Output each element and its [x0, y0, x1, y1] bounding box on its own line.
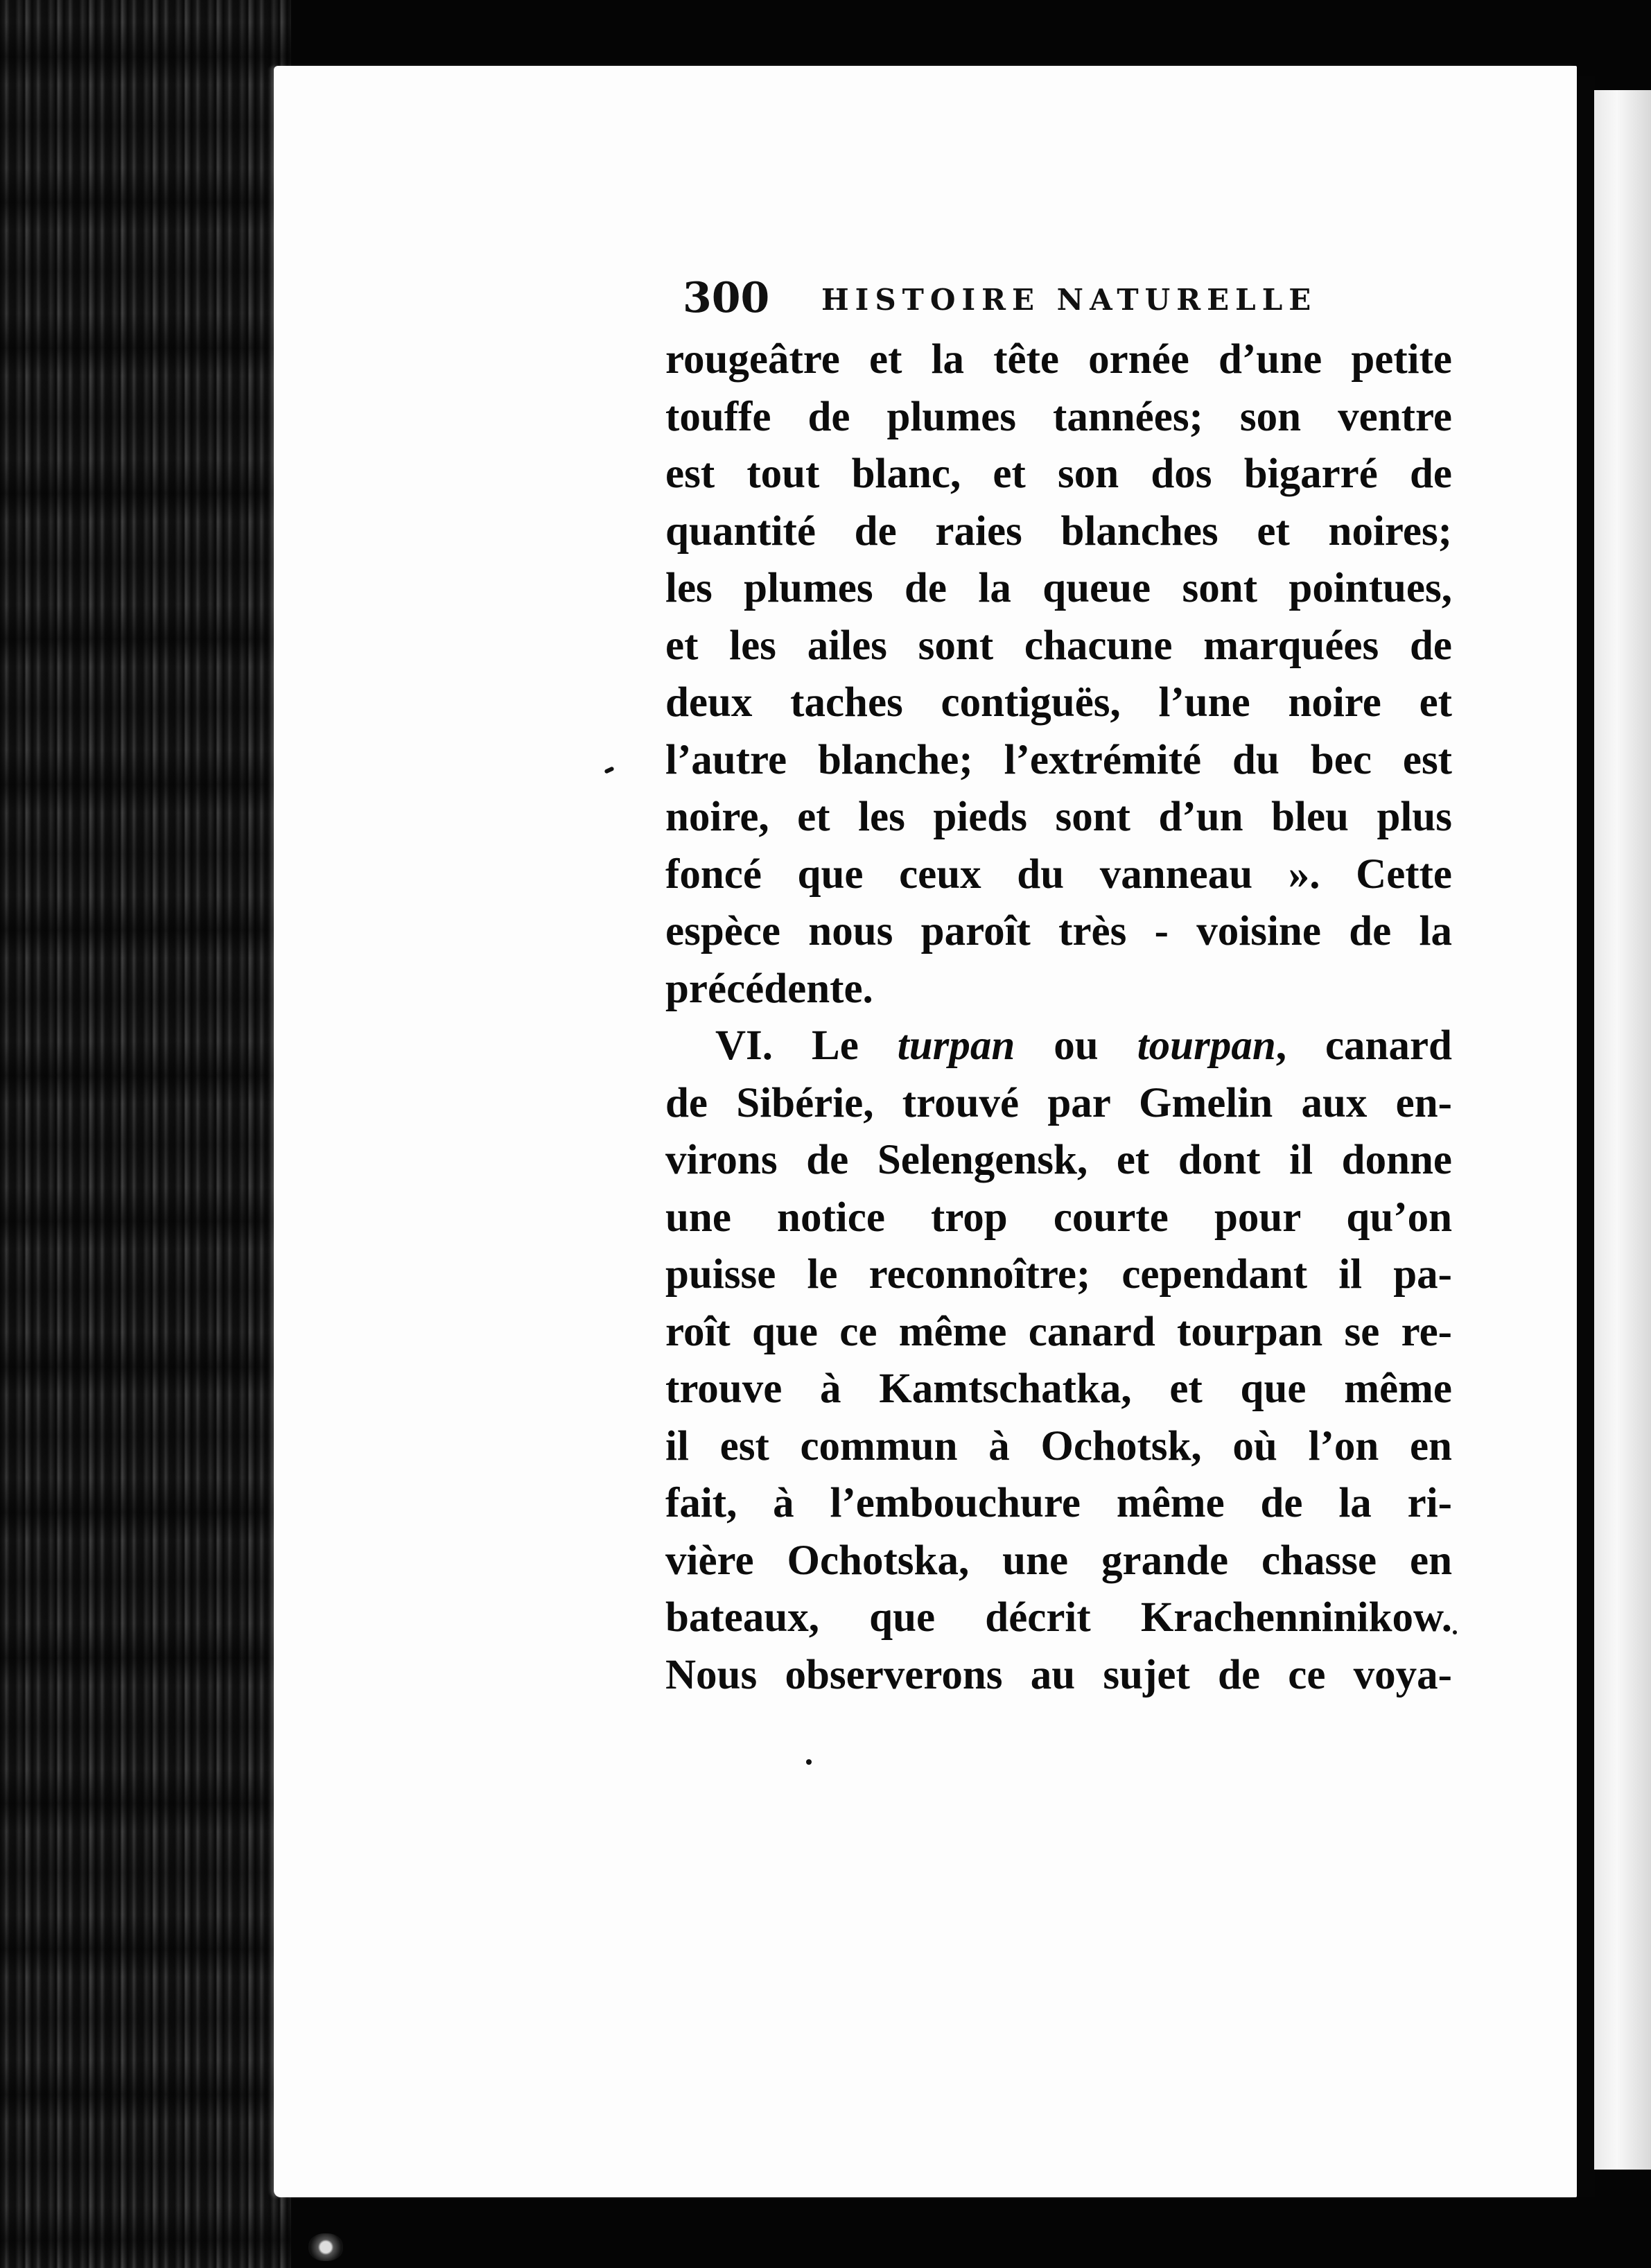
text-line: Nous observerons au sujet de ce voya-: [665, 1651, 1452, 1698]
next-page-edge: [1594, 90, 1651, 2170]
text-line: vière Ochotska, une grande chasse en: [665, 1537, 1452, 1584]
corner-mark: [308, 2233, 343, 2261]
text-line: puisse le reconnoître; cependant il pa-: [665, 1251, 1452, 1298]
text-line: trouve à Kamtschatka, et que même: [665, 1366, 1452, 1412]
text-line: deux taches contiguës, l’une noire et: [665, 679, 1452, 726]
text-line: de Sibérie, trouvé par Gmelin aux en-: [665, 1079, 1452, 1126]
text-line: il est commun à Ochotsk, où l’on en: [665, 1422, 1452, 1469]
ink-speck: [1453, 1630, 1457, 1634]
running-title: HISTOIRE NATURELLE: [821, 283, 1318, 317]
italic-term: tourpan: [1137, 1022, 1276, 1069]
text-line: touffe de plumes tannées; son ventre: [665, 393, 1452, 440]
book-edge-shadow: [0, 0, 291, 2268]
running-head: [683, 270, 1466, 326]
text-line: foncé que ceux du vanneau ». Cette: [665, 850, 1452, 898]
text-line: bateaux, que décrit Krachenninikow.: [665, 1594, 1452, 1641]
text-line: précédente.: [665, 965, 873, 1012]
ink-speck: [806, 1759, 812, 1765]
text-line: est tout blanc, et son dos bigarré de: [665, 451, 1452, 497]
text-line: rougeâtre et la tête ornée d’une petite: [665, 336, 1452, 383]
text-line: quantité de raies blanches et noires;: [665, 507, 1452, 555]
text-line: roît que ce même canard tourpan se re-: [665, 1308, 1452, 1355]
italic-term: turpan: [897, 1022, 1015, 1069]
text-line: l’autre blanche; l’extrémité du bec est: [665, 736, 1452, 783]
text-run: , canard: [1275, 1022, 1452, 1069]
text-line: virons de Selengensk, et dont il donne: [665, 1137, 1452, 1183]
text-line: les plumes de la queue sont pointues,: [665, 565, 1452, 611]
text-line-paragraph-start: [665, 1018, 1452, 1075]
text-line: fait, à l’embouchure même de la ri-: [665, 1480, 1452, 1526]
text-line: noire, et les pieds sont d’un bleu plus: [665, 794, 1452, 840]
text-line: espèce nous paroît très - voisine de la: [665, 908, 1452, 954]
body-text: [665, 331, 1452, 1704]
text-run: ou: [1015, 1022, 1137, 1069]
text-line: et les ailes sont chacune marquées de: [665, 622, 1452, 669]
text-run: VI. Le: [715, 1022, 898, 1069]
text-line: une notice trop courte pour qu’on: [665, 1194, 1452, 1241]
page-number: 300: [683, 274, 770, 322]
